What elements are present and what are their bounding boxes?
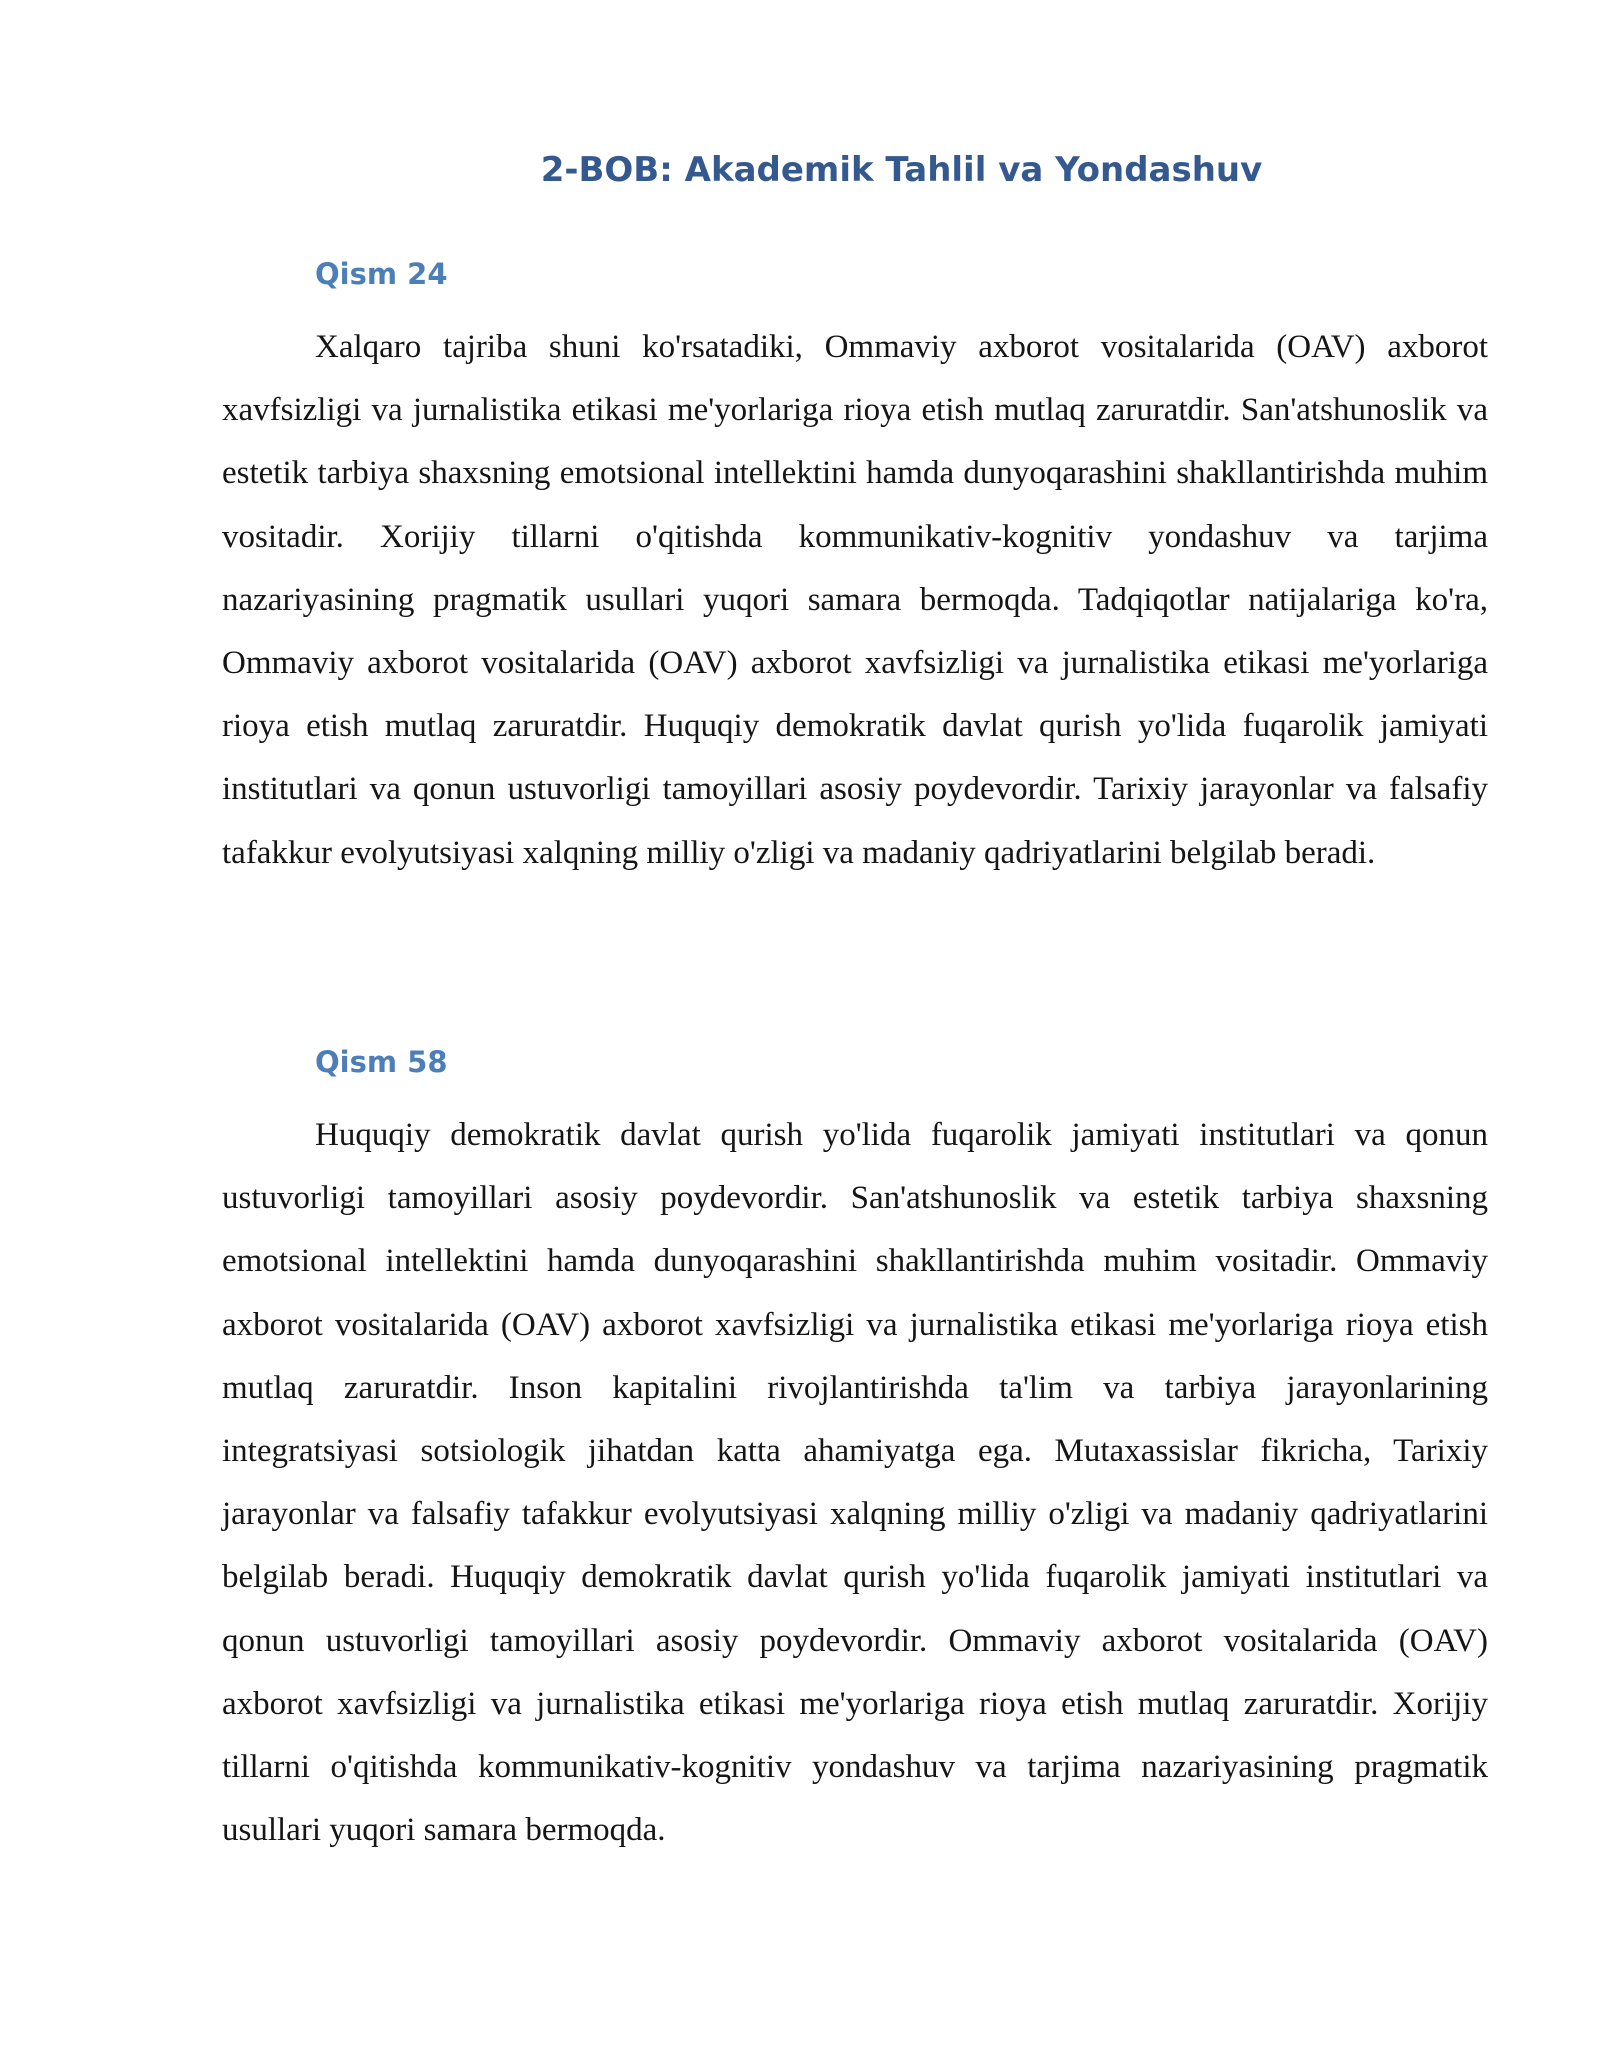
chapter-title: 2-BOB: Akademik Tahlil va Yondashuv	[540, 150, 1263, 190]
section-paragraph: Huquqiy demokratik davlat qurish yo'lida fuqarolik jamiyati institutlari va qonun ustuvorligi tamoyillari asosiy poydevordir. San'atshunoslik va estetik tarbiya shaxsning emotsional intellektini hamda dunyoqarashini shakllantirishda muhim vositadir. Ommaviy axborot vositalarida (OAV) axborot xavfsizligi va jurnalistika etikasi me'yorlariga rioya etish mutlaq zaruratdir. Inson kapitalini rivojlantirishda ta'lim va tarbiya jarayonlarining integratsiyasi sotsiologik jihatdan katta ahamiyatga ega. Mutaxassislar fikricha, Tarixiy jarayonlar va falsafiy tafakkur evolyutsiyasi xalqning milliy o'zligi va madaniy qadriyatlarini belgilab beradi. Huquqiy demokratik davlat qurish yo'lida fuqarolik jamiyati institutlari va qonun ustuvorligi tamoyillari asosiy poydevordir. Ommaviy axborot vositalarida (OAV) axborot xavfsizligi va jurnalistika etikasi me'yorlariga rioya etish mutlaq zaruratdir. Xorijiy tillarni o'qitishda kommunikativ-kognitiv yondashuv va tarjima nazariyasining pragmatik usullari yuqori samara bermoqda.	[222, 1117, 1488, 1849]
section-qism-24	[222, 254, 1488, 885]
section-heading: Qism 24	[315, 257, 448, 291]
section-heading: Qism 58	[315, 1045, 448, 1079]
section-paragraph: Xalqaro tajriba shuni ko'rsatadiki, Ommaviy axborot vositalarida (OAV) axborot xavfsizligi va jurnalistika etikasi me'yorlariga rioya etish mutlaq zaruratdir. San'atshunoslik va estetik tarbiya shaxsning emotsional intellektini hamda dunyoqarashini shakllantirishda muhim vositadir. Xorijiy tillarni o'qitishda kommunikativ-kognitiv yondashuv va tarjima nazariyasining pragmatik usullari yuqori samara bermoqda. Tadqiqotlar natijalariga ko'ra, Ommaviy axborot vositalarida (OAV) axborot xavfsizligi va jurnalistika etikasi me'yorlariga rioya etish mutlaq zaruratdir. Huquqiy demokratik davlat qurish yo'lida fuqarolik jamiyati institutlari va qonun ustuvorligi tamoyillari asosiy poydevordir. Tarixiy jarayonlar va falsafiy tafakkur evolyutsiyasi xalqning milliy o'zligi va madaniy qadriyatlarini belgilab beradi.	[222, 329, 1488, 871]
section-qism-58	[222, 1042, 1488, 1862]
